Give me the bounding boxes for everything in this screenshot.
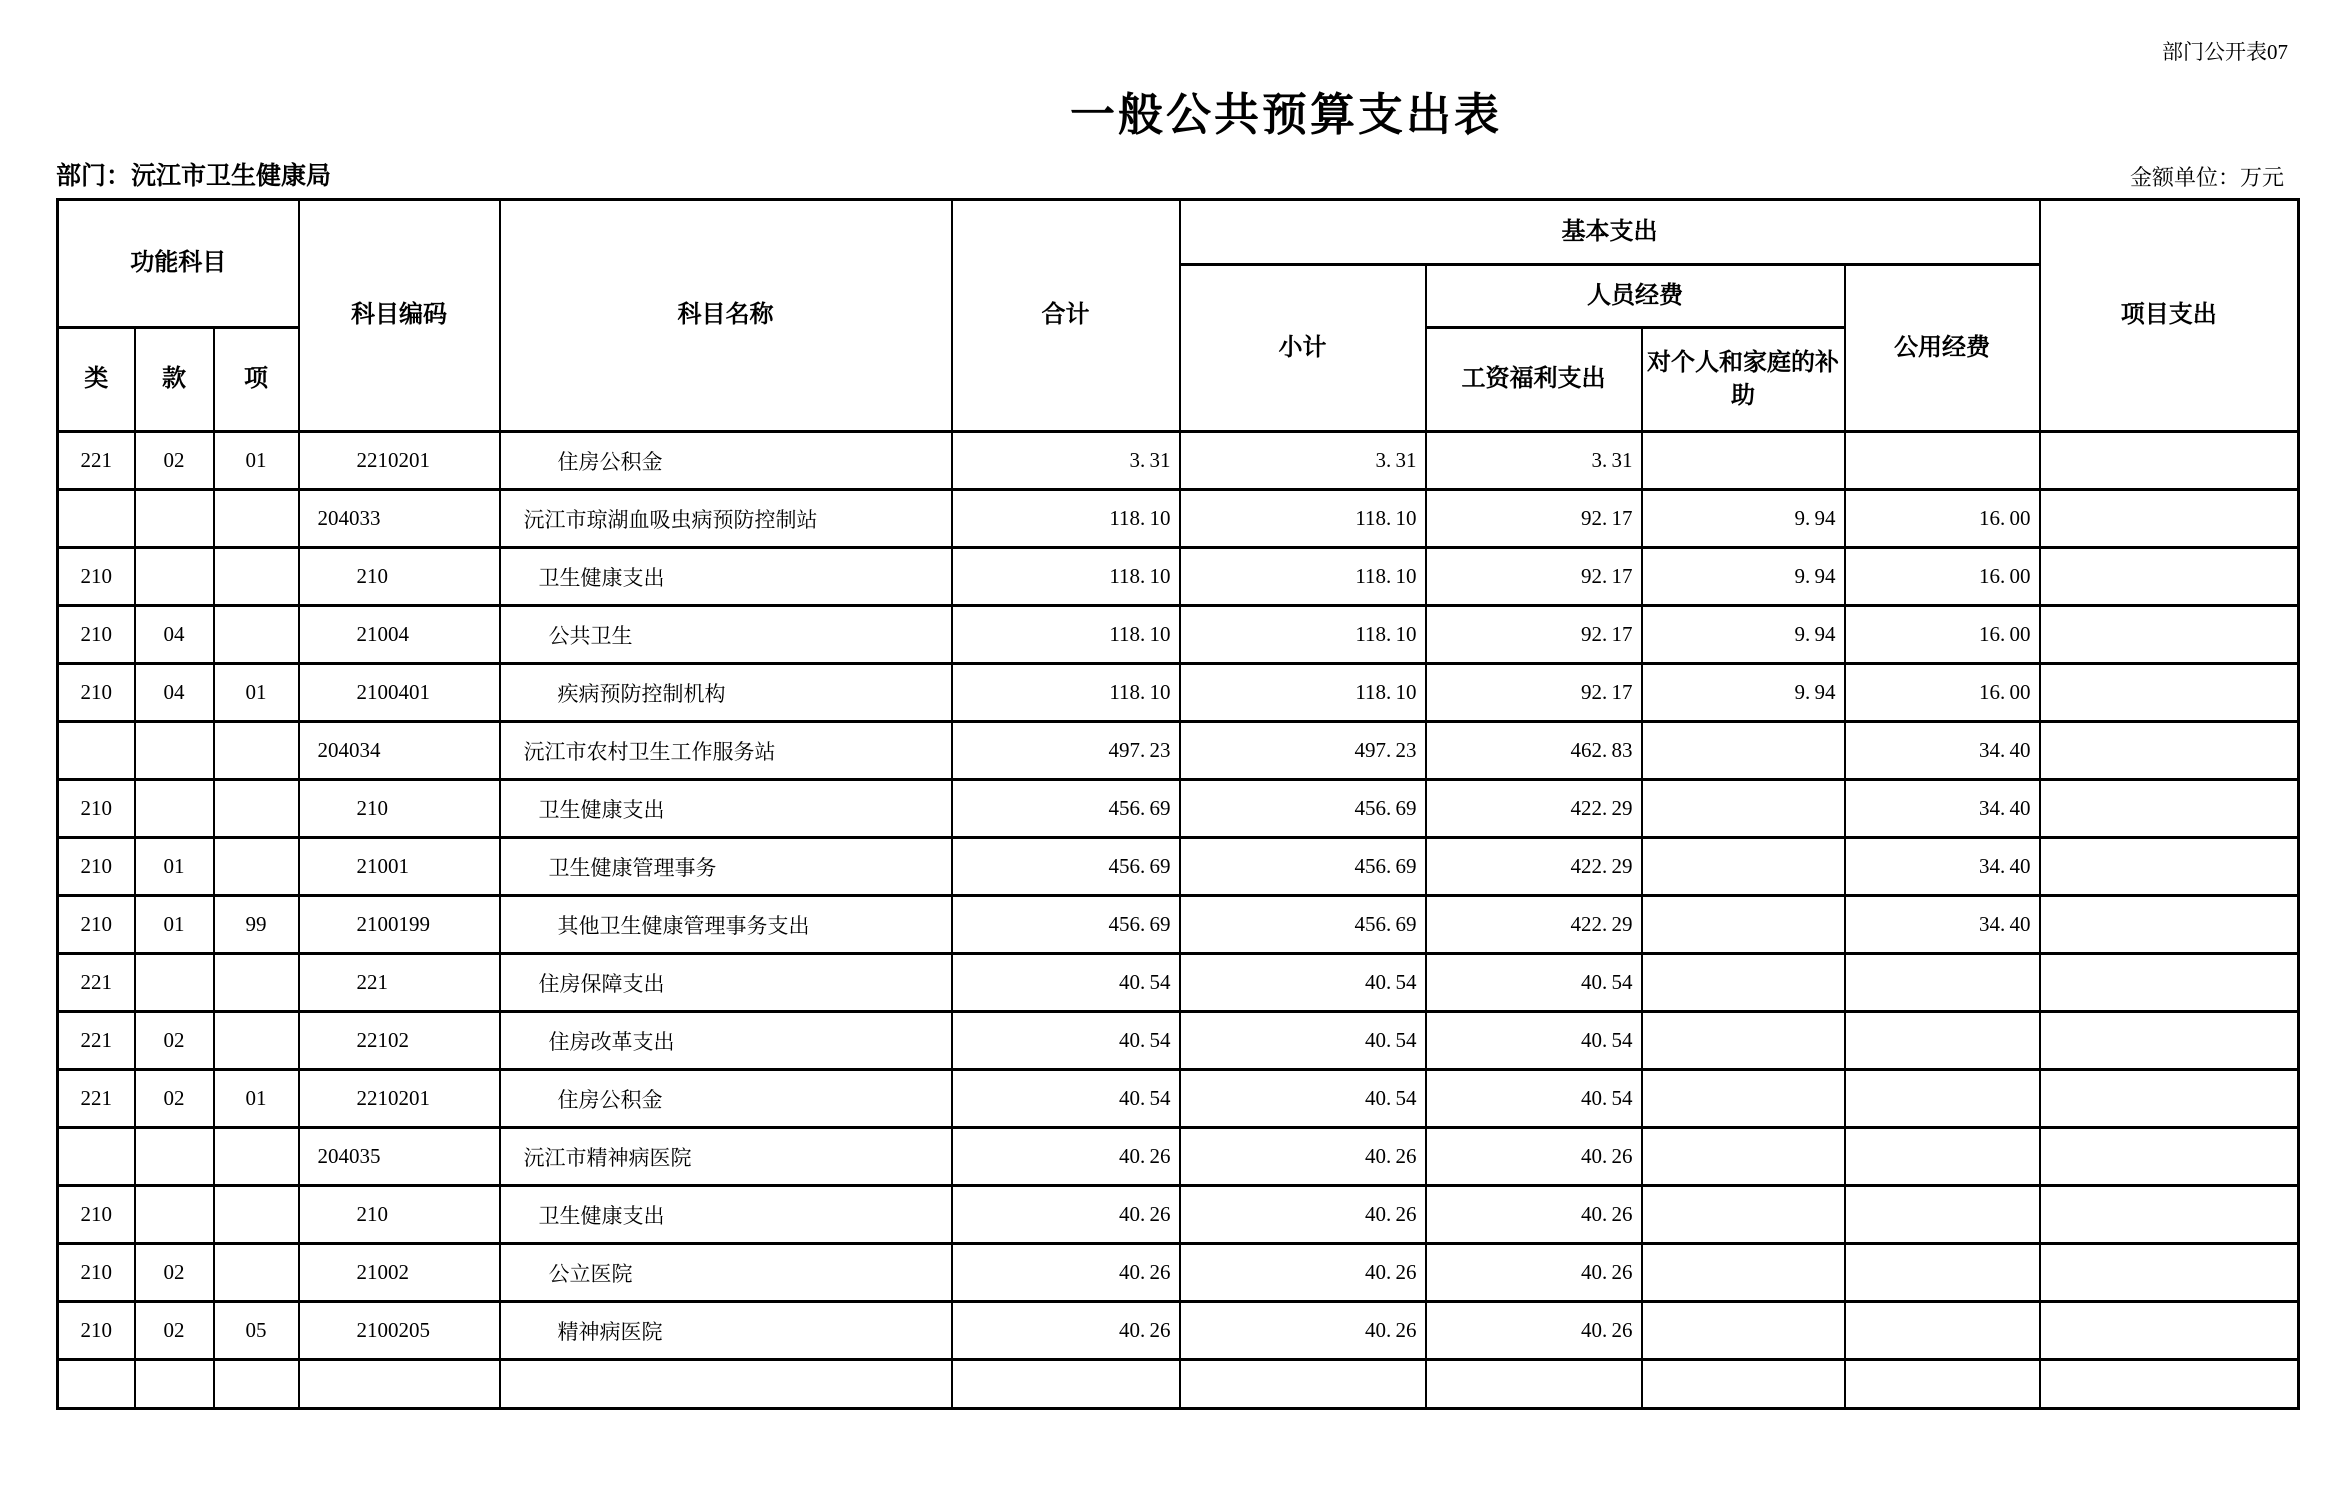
cell-subtotal: 456. 69	[1180, 838, 1426, 896]
cell-project-expenditure	[2040, 664, 2299, 722]
cell-public-funds	[1845, 954, 2040, 1012]
cell-func-class: 221	[58, 954, 135, 1012]
cell-func-section	[135, 1186, 214, 1244]
table-row	[58, 722, 2299, 780]
cell-public-funds: 34. 40	[1845, 780, 2040, 838]
header-basic-expenditure: 基本支出	[1180, 200, 2040, 265]
cell-func-item	[214, 606, 299, 664]
cell-subject-name: 住房保障支出	[500, 954, 952, 1012]
cell-subject-code: 21001	[299, 838, 500, 896]
cell-salary-welfare: 40. 26	[1426, 1128, 1642, 1186]
table-row	[58, 954, 2299, 1012]
cell-salary-welfare: 3. 31	[1426, 432, 1642, 490]
cell-project-expenditure	[2040, 1012, 2299, 1070]
cell-subject-name: 卫生健康支出	[500, 548, 952, 606]
cell-func-item: 01	[214, 664, 299, 722]
cell-salary-welfare: 92. 17	[1426, 548, 1642, 606]
header-public-funds: 公用经费	[1845, 265, 2040, 432]
table-row	[58, 1302, 2299, 1360]
cell-salary-welfare: 40. 54	[1426, 954, 1642, 1012]
cell-total	[952, 1360, 1180, 1409]
cell-func-section	[135, 722, 214, 780]
header-func-section: 款	[135, 328, 214, 432]
cell-func-item	[214, 1012, 299, 1070]
cell-family-subsidy	[1642, 432, 1845, 490]
cell-func-class: 210	[58, 664, 135, 722]
cell-func-item	[214, 780, 299, 838]
cell-salary-welfare: 92. 17	[1426, 606, 1642, 664]
cell-subtotal: 40. 26	[1180, 1128, 1426, 1186]
header-salary-welfare: 工资福利支出	[1426, 328, 1642, 432]
cell-project-expenditure	[2040, 490, 2299, 548]
cell-public-funds	[1845, 1244, 2040, 1302]
cell-project-expenditure	[2040, 896, 2299, 954]
cell-salary-welfare: 40. 54	[1426, 1012, 1642, 1070]
cell-total: 118. 10	[952, 606, 1180, 664]
cell-family-subsidy: 9. 94	[1642, 664, 1845, 722]
doc-code-label: 部门公开表07	[2162, 40, 2288, 64]
header-family-subsidy: 对个人和家庭的补助	[1642, 328, 1845, 432]
cell-family-subsidy	[1642, 1070, 1845, 1128]
cell-total: 40. 54	[952, 1012, 1180, 1070]
cell-family-subsidy	[1642, 896, 1845, 954]
cell-subject-code: 22102	[299, 1012, 500, 1070]
cell-subject-name: 公共卫生	[500, 606, 952, 664]
cell-subject-code: 210	[299, 780, 500, 838]
cell-project-expenditure	[2040, 954, 2299, 1012]
cell-subject-code: 210	[299, 1186, 500, 1244]
table-body	[58, 432, 2299, 1409]
header-func-class: 类	[58, 328, 135, 432]
table-row	[58, 1360, 2299, 1409]
cell-total: 497. 23	[952, 722, 1180, 780]
cell-project-expenditure	[2040, 780, 2299, 838]
cell-func-item	[214, 1244, 299, 1302]
table-row	[58, 1012, 2299, 1070]
cell-total: 40. 26	[952, 1186, 1180, 1244]
cell-family-subsidy	[1642, 1128, 1845, 1186]
cell-func-section	[135, 780, 214, 838]
cell-subject-name	[500, 1360, 952, 1409]
cell-family-subsidy: 9. 94	[1642, 490, 1845, 548]
header-subject-name: 科目名称	[500, 200, 952, 432]
cell-func-section: 01	[135, 838, 214, 896]
cell-subject-name: 沅江市琼湖血吸虫病预防控制站	[500, 490, 952, 548]
cell-public-funds: 16. 00	[1845, 490, 2040, 548]
table-row	[58, 1186, 2299, 1244]
cell-public-funds: 34. 40	[1845, 722, 2040, 780]
cell-subject-name: 住房公积金	[500, 1070, 952, 1128]
cell-public-funds: 34. 40	[1845, 896, 2040, 954]
cell-subject-name: 住房改革支出	[500, 1012, 952, 1070]
meta-row	[56, 156, 2284, 192]
cell-salary-welfare: 422. 29	[1426, 838, 1642, 896]
table-row	[58, 432, 2299, 490]
cell-func-class: 210	[58, 606, 135, 664]
cell-family-subsidy	[1642, 1244, 1845, 1302]
cell-func-class	[58, 490, 135, 548]
department-label: 部门：沅江市卫生健康局	[56, 163, 332, 190]
cell-public-funds: 34. 40	[1845, 838, 2040, 896]
table-row	[58, 1128, 2299, 1186]
cell-public-funds	[1845, 1070, 2040, 1128]
cell-salary-welfare: 92. 17	[1426, 664, 1642, 722]
cell-func-section	[135, 548, 214, 606]
cell-func-section	[135, 1128, 214, 1186]
table-row	[58, 606, 2299, 664]
cell-func-section	[135, 954, 214, 1012]
cell-subject-name: 卫生健康支出	[500, 1186, 952, 1244]
cell-salary-welfare: 40. 26	[1426, 1302, 1642, 1360]
cell-salary-welfare: 462. 83	[1426, 722, 1642, 780]
cell-func-section: 04	[135, 664, 214, 722]
cell-total: 118. 10	[952, 548, 1180, 606]
cell-func-item	[214, 1128, 299, 1186]
cell-subtotal: 3. 31	[1180, 432, 1426, 490]
cell-project-expenditure	[2040, 838, 2299, 896]
cell-func-item: 05	[214, 1302, 299, 1360]
cell-func-section	[135, 490, 214, 548]
cell-func-section: 02	[135, 1302, 214, 1360]
cell-func-item	[214, 1186, 299, 1244]
cell-func-class	[58, 722, 135, 780]
amount-unit-label: 金额单位：万元	[2129, 165, 2284, 190]
cell-subject-code	[299, 1360, 500, 1409]
cell-func-section: 04	[135, 606, 214, 664]
cell-subject-code: 204035	[299, 1128, 500, 1186]
cell-total: 40. 54	[952, 1070, 1180, 1128]
cell-subtotal: 118. 10	[1180, 606, 1426, 664]
cell-family-subsidy	[1642, 954, 1845, 1012]
cell-public-funds	[1845, 1186, 2040, 1244]
cell-subject-code: 21004	[299, 606, 500, 664]
table-row	[58, 780, 2299, 838]
table-row	[58, 1244, 2299, 1302]
cell-subject-name: 住房公积金	[500, 432, 952, 490]
cell-subtotal: 40. 26	[1180, 1244, 1426, 1302]
cell-public-funds	[1845, 1012, 2040, 1070]
cell-public-funds: 16. 00	[1845, 548, 2040, 606]
cell-subject-code: 2100199	[299, 896, 500, 954]
cell-public-funds	[1845, 432, 2040, 490]
cell-public-funds	[1845, 1360, 2040, 1409]
cell-total: 118. 10	[952, 664, 1180, 722]
cell-public-funds: 16. 00	[1845, 606, 2040, 664]
cell-func-section	[135, 1360, 214, 1409]
header-personnel-funds: 人员经费	[1426, 265, 1845, 328]
cell-total: 456. 69	[952, 780, 1180, 838]
cell-project-expenditure	[2040, 1302, 2299, 1360]
cell-subtotal: 40. 26	[1180, 1302, 1426, 1360]
cell-func-section: 02	[135, 432, 214, 490]
cell-func-section: 02	[135, 1070, 214, 1128]
cell-total: 40. 26	[952, 1302, 1180, 1360]
cell-salary-welfare: 92. 17	[1426, 490, 1642, 548]
cell-subject-code: 221	[299, 954, 500, 1012]
cell-subtotal: 456. 69	[1180, 896, 1426, 954]
cell-func-class: 221	[58, 432, 135, 490]
cell-func-item: 01	[214, 1070, 299, 1128]
cell-public-funds	[1845, 1302, 2040, 1360]
page-title: 一般公共预算支出表	[1069, 90, 1503, 140]
cell-total: 40. 54	[952, 954, 1180, 1012]
header-total: 合计	[952, 200, 1180, 432]
cell-subtotal: 40. 54	[1180, 1012, 1426, 1070]
cell-func-class: 221	[58, 1012, 135, 1070]
cell-subject-name: 其他卫生健康管理事务支出	[500, 896, 952, 954]
cell-func-class: 210	[58, 896, 135, 954]
cell-salary-welfare: 40. 54	[1426, 1070, 1642, 1128]
cell-public-funds	[1845, 1128, 2040, 1186]
cell-func-class	[58, 1128, 135, 1186]
cell-subject-code: 2100205	[299, 1302, 500, 1360]
cell-func-item	[214, 490, 299, 548]
cell-subject-code: 2210201	[299, 432, 500, 490]
cell-subject-code: 2100401	[299, 664, 500, 722]
table-row	[58, 896, 2299, 954]
table-row	[58, 838, 2299, 896]
cell-salary-welfare: 40. 26	[1426, 1186, 1642, 1244]
cell-salary-welfare	[1426, 1360, 1642, 1409]
cell-func-class	[58, 1360, 135, 1409]
cell-project-expenditure	[2040, 1070, 2299, 1128]
cell-family-subsidy	[1642, 1012, 1845, 1070]
cell-project-expenditure	[2040, 1128, 2299, 1186]
cell-family-subsidy: 9. 94	[1642, 606, 1845, 664]
cell-total: 456. 69	[952, 896, 1180, 954]
cell-func-item	[214, 838, 299, 896]
cell-func-class: 210	[58, 548, 135, 606]
cell-func-class: 210	[58, 1186, 135, 1244]
cell-public-funds: 16. 00	[1845, 664, 2040, 722]
cell-subject-code: 2210201	[299, 1070, 500, 1128]
cell-func-class: 221	[58, 1070, 135, 1128]
cell-project-expenditure	[2040, 432, 2299, 490]
table-row	[58, 548, 2299, 606]
cell-subtotal: 118. 10	[1180, 664, 1426, 722]
header-subject-code: 科目编码	[299, 200, 500, 432]
cell-subject-code: 21002	[299, 1244, 500, 1302]
cell-func-class: 210	[58, 838, 135, 896]
cell-subject-name: 精神病医院	[500, 1302, 952, 1360]
cell-family-subsidy: 9. 94	[1642, 548, 1845, 606]
table-row	[58, 664, 2299, 722]
cell-total: 3. 31	[952, 432, 1180, 490]
cell-subtotal: 40. 54	[1180, 1070, 1426, 1128]
cell-subject-name: 沅江市精神病医院	[500, 1128, 952, 1186]
cell-total: 40. 26	[952, 1244, 1180, 1302]
cell-subtotal: 40. 26	[1180, 1186, 1426, 1244]
cell-subject-name: 卫生健康管理事务	[500, 838, 952, 896]
header-project-expenditure: 项目支出	[2040, 200, 2299, 432]
header-func-item: 项	[214, 328, 299, 432]
cell-family-subsidy	[1642, 722, 1845, 780]
cell-func-section: 01	[135, 896, 214, 954]
cell-func-section: 02	[135, 1244, 214, 1302]
cell-project-expenditure	[2040, 1244, 2299, 1302]
header-functional-subject: 功能科目	[58, 200, 299, 328]
cell-project-expenditure	[2040, 606, 2299, 664]
cell-subtotal: 456. 69	[1180, 780, 1426, 838]
cell-subtotal: 118. 10	[1180, 490, 1426, 548]
cell-func-item	[214, 954, 299, 1012]
cell-family-subsidy	[1642, 1186, 1845, 1244]
table-row	[58, 490, 2299, 548]
cell-func-item	[214, 1360, 299, 1409]
cell-subject-name: 公立医院	[500, 1244, 952, 1302]
cell-func-section: 02	[135, 1012, 214, 1070]
cell-project-expenditure	[2040, 722, 2299, 780]
budget-table	[56, 198, 2300, 1410]
cell-salary-welfare: 40. 26	[1426, 1244, 1642, 1302]
cell-project-expenditure	[2040, 548, 2299, 606]
table-header	[58, 200, 2299, 432]
cell-subtotal	[1180, 1360, 1426, 1409]
cell-subject-code: 204033	[299, 490, 500, 548]
cell-project-expenditure	[2040, 1360, 2299, 1409]
cell-subject-name: 沅江市农村卫生工作服务站	[500, 722, 952, 780]
cell-func-item	[214, 722, 299, 780]
cell-family-subsidy	[1642, 1302, 1845, 1360]
cell-project-expenditure	[2040, 1186, 2299, 1244]
cell-total: 118. 10	[952, 490, 1180, 548]
cell-subtotal: 118. 10	[1180, 548, 1426, 606]
cell-subtotal: 497. 23	[1180, 722, 1426, 780]
cell-func-class: 210	[58, 780, 135, 838]
cell-subtotal: 40. 54	[1180, 954, 1426, 1012]
cell-family-subsidy	[1642, 838, 1845, 896]
header-subtotal: 小计	[1180, 265, 1426, 432]
cell-func-item: 99	[214, 896, 299, 954]
cell-subject-code: 210	[299, 548, 500, 606]
cell-func-item: 01	[214, 432, 299, 490]
cell-salary-welfare: 422. 29	[1426, 780, 1642, 838]
cell-func-class: 210	[58, 1244, 135, 1302]
cell-family-subsidy	[1642, 1360, 1845, 1409]
cell-subject-name: 卫生健康支出	[500, 780, 952, 838]
header-row-1	[58, 200, 2299, 265]
cell-total: 456. 69	[952, 838, 1180, 896]
table-row	[58, 1070, 2299, 1128]
cell-subject-code: 204034	[299, 722, 500, 780]
cell-family-subsidy	[1642, 780, 1845, 838]
cell-salary-welfare: 422. 29	[1426, 896, 1642, 954]
cell-func-class: 210	[58, 1302, 135, 1360]
cell-subject-name: 疾病预防控制机构	[500, 664, 952, 722]
cell-total: 40. 26	[952, 1128, 1180, 1186]
cell-func-item	[214, 548, 299, 606]
